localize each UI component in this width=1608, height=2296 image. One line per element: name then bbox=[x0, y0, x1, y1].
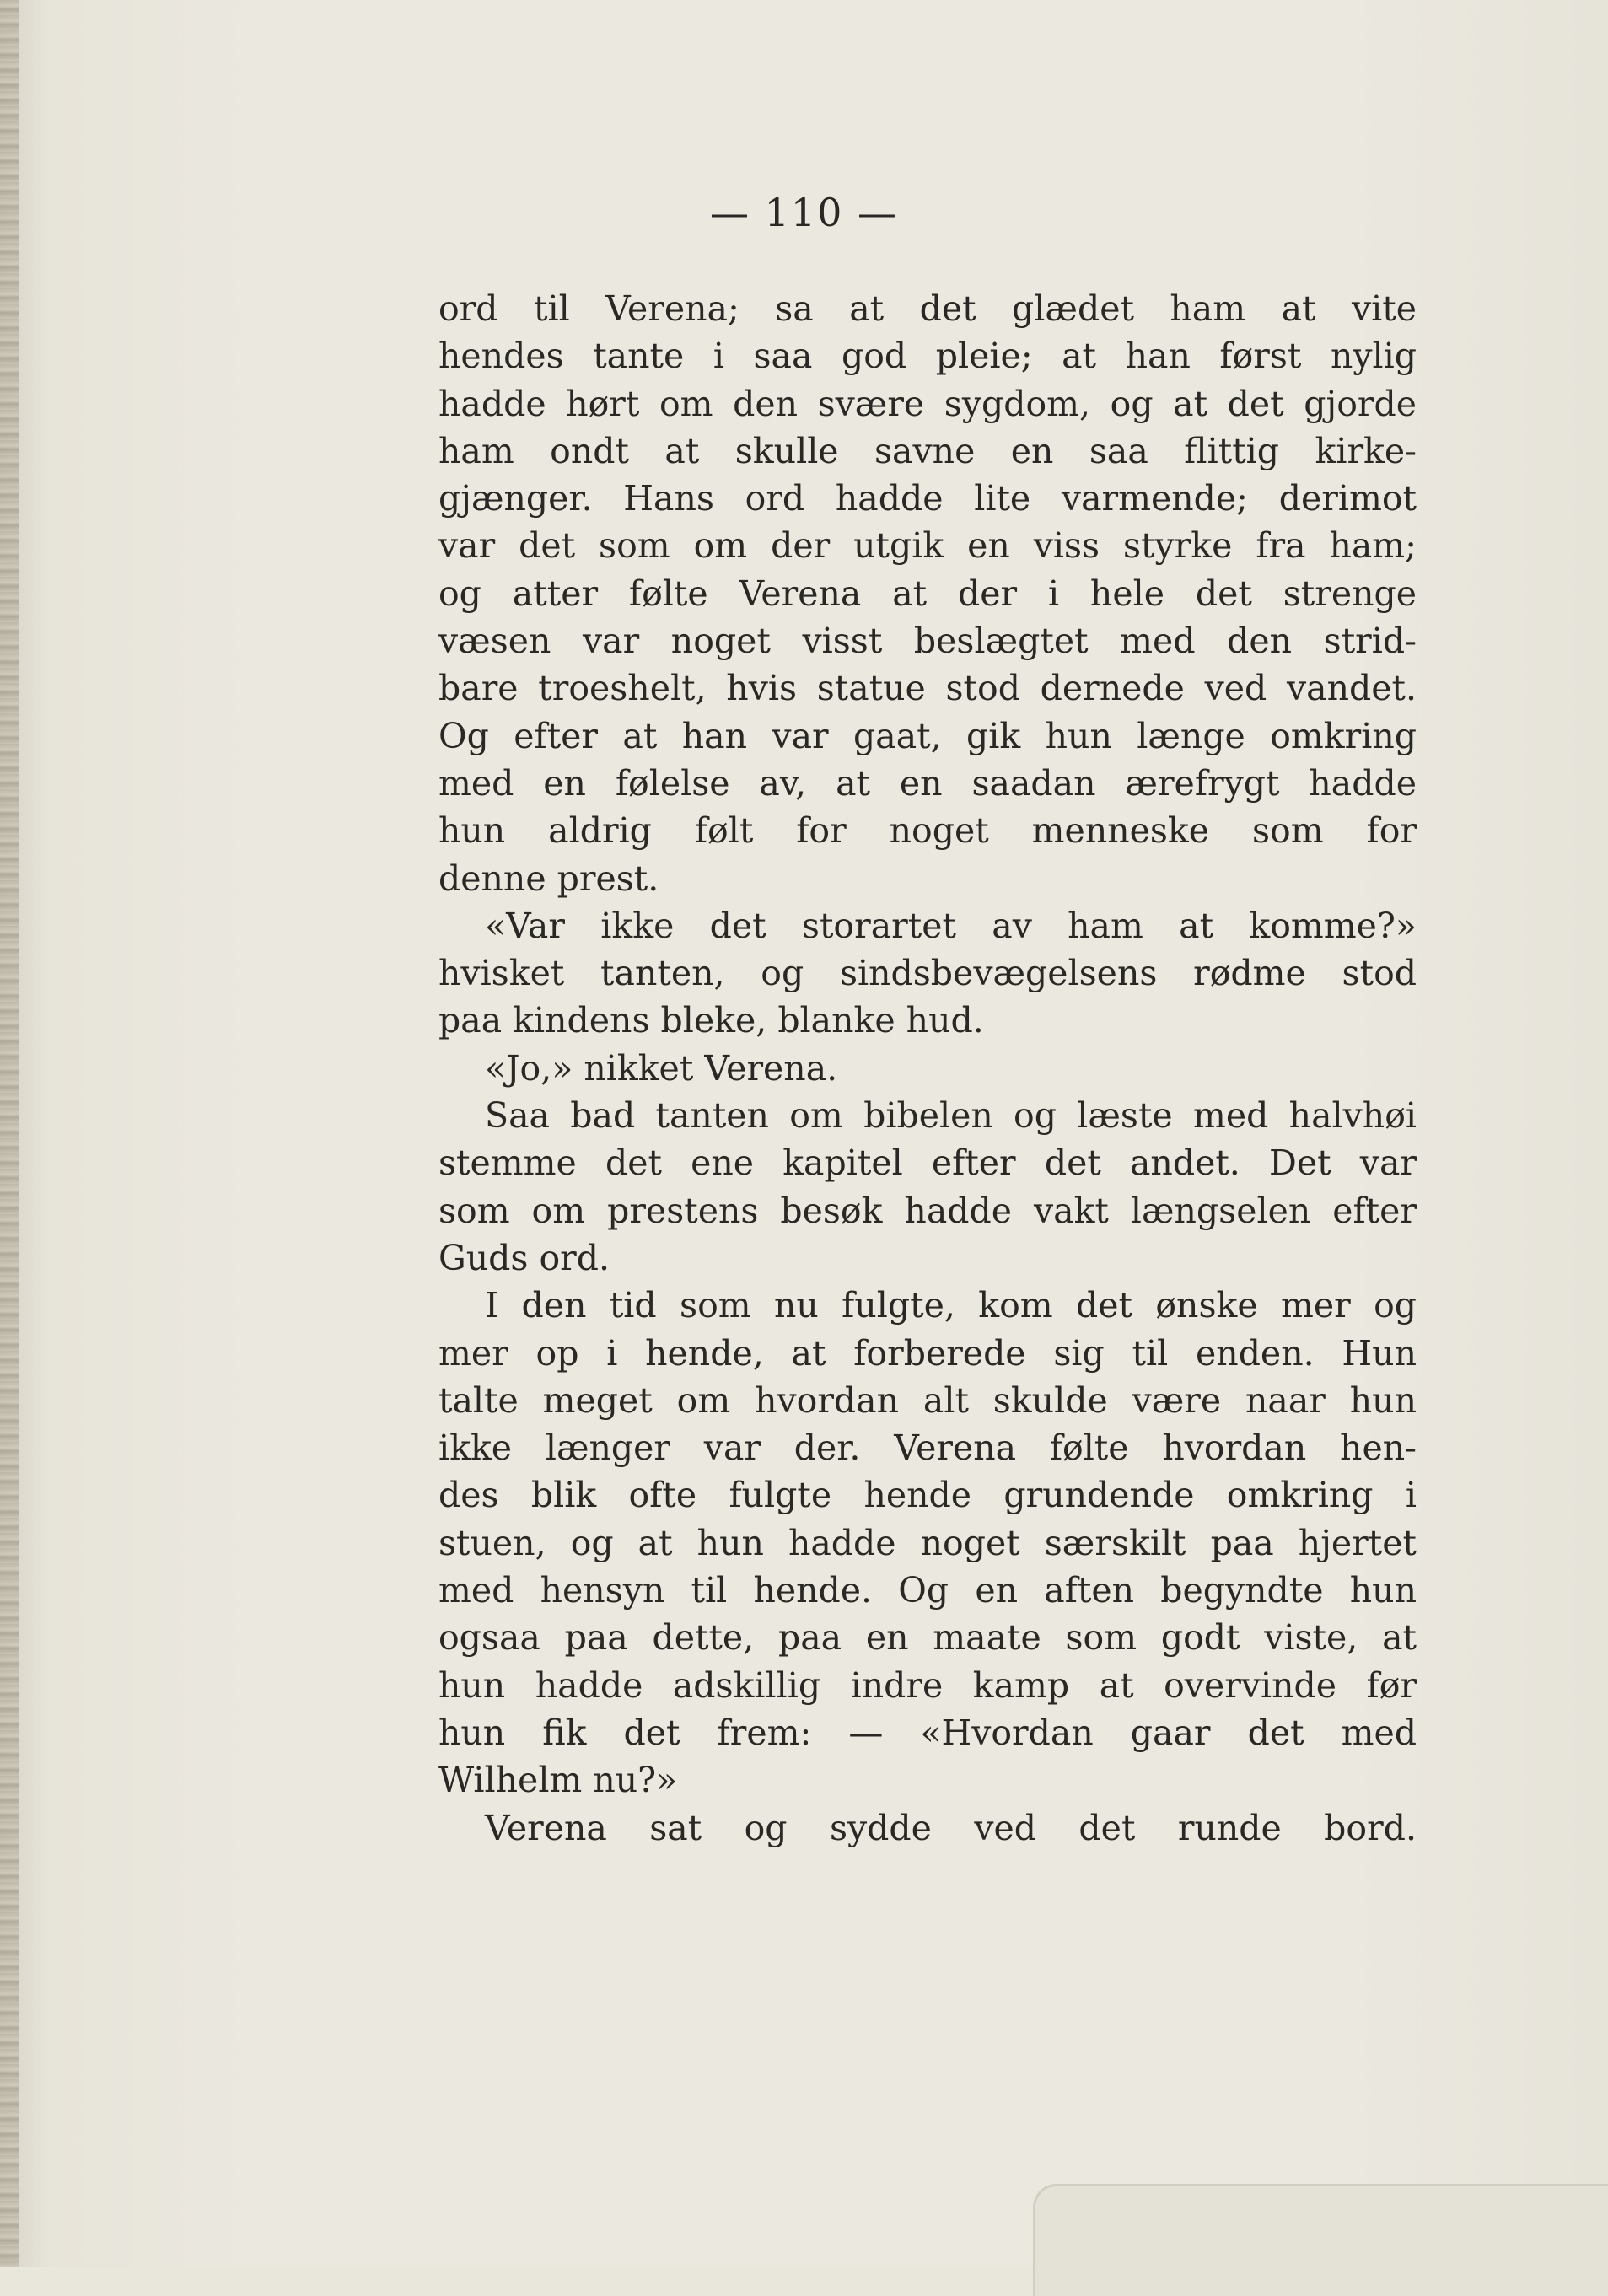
page-bottom-fold bbox=[1033, 2184, 1608, 2296]
text-line: var det som om der utgik en viss styrke fra ham; bbox=[438, 525, 1417, 567]
text-line: I den tid som nu fulgte, kom det ønske mer og bbox=[485, 1285, 1417, 1326]
text-line: ogsaa paa dette, paa en maate som godt viste, at bbox=[438, 1617, 1417, 1659]
text-line: med hensyn til hende. Og en aften begyndte hun bbox=[438, 1570, 1417, 1611]
text-line: hun aldrig følt for noget menneske som for bbox=[438, 810, 1417, 852]
text-line: hendes tante i saa god pleie; at han først nylig bbox=[438, 336, 1417, 377]
text-line: stemme det ene kapitel efter det andet. Det var bbox=[438, 1143, 1417, 1184]
page-number: — 110 — bbox=[709, 190, 899, 235]
body-text bbox=[438, 285, 1417, 1852]
text-line: «Var ikke det storartet av ham at komme?» bbox=[485, 905, 1417, 946]
text-line: talte meget om hvordan alt skulde være naar hun bbox=[438, 1379, 1417, 1421]
text-line: væsen var noget visst beslægtet med den strid- bbox=[438, 621, 1417, 662]
text-line: paa kindens bleke, blanke hud. bbox=[438, 1000, 984, 1041]
text-line: ham ondt at skulle savne en saa flittig kirke- bbox=[438, 430, 1417, 471]
page-binding-edge bbox=[0, 0, 19, 2267]
text-line: stuen, og at hun hadde noget særskilt paa hjertet bbox=[438, 1522, 1417, 1563]
text-line: Guds ord. bbox=[438, 1237, 610, 1278]
text-line: hun hadde adskillig indre kamp at overvinde før bbox=[438, 1664, 1417, 1706]
text-line: ikke længer var der. Verena følte hvordan hen- bbox=[438, 1428, 1417, 1469]
text-line: hvisket tanten, og sindsbevægelsens rødme stod bbox=[438, 953, 1417, 994]
text-line: hadde hørt om den svære sygdom, og at det gjorde bbox=[438, 383, 1417, 424]
text-line: Og efter at han var gaat, gik hun længe omkring bbox=[438, 715, 1417, 756]
text-line: denne prest. bbox=[438, 858, 659, 899]
text-line: Verena sat og sydde ved det runde bord. bbox=[485, 1807, 1417, 1848]
text-line: gjænger. Hans ord hadde lite varmende; derimot bbox=[438, 478, 1417, 519]
text-line: hun fik det frem: — «Hvordan gaar det med bbox=[438, 1712, 1417, 1753]
text-line: des blik ofte fulgte hende grundende omkring i bbox=[438, 1475, 1417, 1516]
text-line: «Jo,» nikket Verena. bbox=[485, 1047, 838, 1089]
text-line: bare troeshelt, hvis statue stod dernede ved vandet. bbox=[438, 668, 1417, 709]
text-line: Saa bad tanten om bibelen og læste med halvhøi bbox=[485, 1095, 1417, 1137]
text-line: ord til Verena; sa at det glædet ham at vite bbox=[438, 288, 1417, 329]
text-line: og atter følte Verena at der i hele det strenge bbox=[438, 573, 1417, 614]
text-line: Wilhelm nu?» bbox=[438, 1760, 678, 1801]
text-line: som om prestens besøk hadde vakt længselen efter bbox=[438, 1190, 1417, 1231]
text-line: med en følelse av, at en saadan ærefrygt hadde bbox=[438, 762, 1417, 804]
text-line: mer op i hende, at forberede sig til enden. Hun bbox=[438, 1332, 1417, 1374]
